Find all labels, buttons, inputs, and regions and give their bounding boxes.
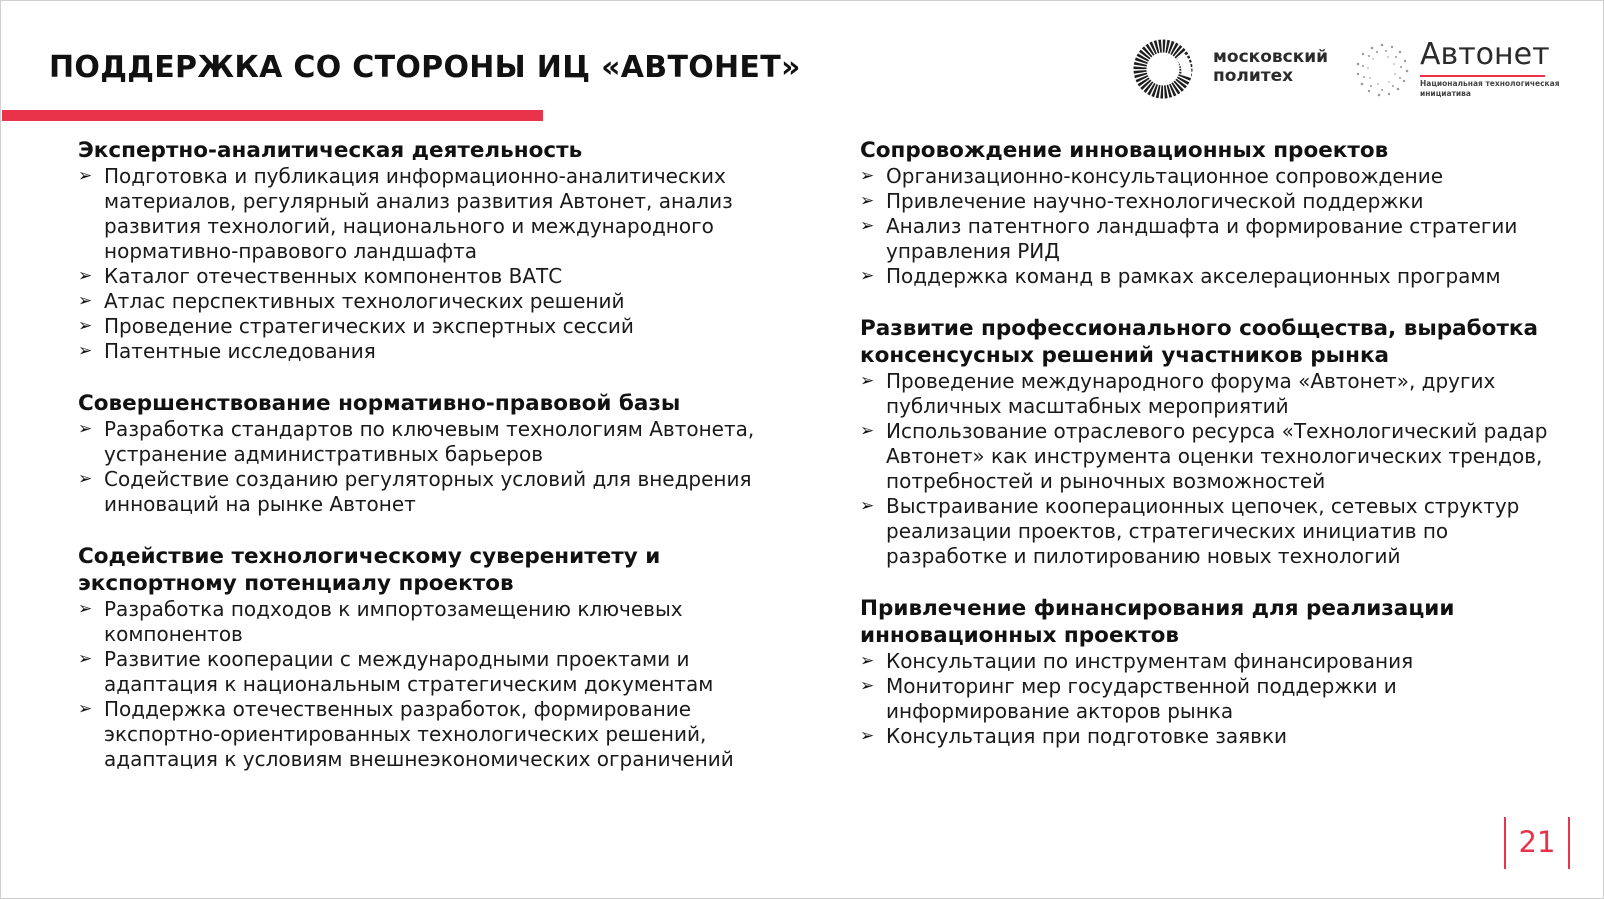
list-item-text: Консультации по инструментам финансирования xyxy=(886,649,1414,673)
mospolytech-line2: политех xyxy=(1213,66,1294,86)
arrow-bullet-icon: ➢ xyxy=(78,599,93,619)
ring-logo-icon xyxy=(1130,36,1196,102)
autonet-logo-underline xyxy=(1420,75,1545,77)
section xyxy=(78,543,768,772)
section-title: Развитие профессионального сообщества, выработка консенсусных решений участников рынка xyxy=(860,316,1539,368)
arrow-bullet-icon: ➢ xyxy=(78,166,93,186)
section xyxy=(78,390,768,517)
arrow-bullet-icon: ➢ xyxy=(78,419,93,439)
arrow-bullet-icon: ➢ xyxy=(78,291,93,311)
list-item-text: Проведение стратегических и экспертных сессий xyxy=(104,314,634,338)
list-item-text: Содействие созданию регуляторных условий для внедрения инноваций на рынке Автонет xyxy=(104,467,752,516)
list-item-text: Атлас перспективных технологических решений xyxy=(104,289,625,313)
list-item xyxy=(78,289,768,314)
list-item xyxy=(860,419,1560,494)
arrow-bullet-icon: ➢ xyxy=(78,341,93,361)
list-item xyxy=(860,724,1560,749)
section xyxy=(860,137,1560,289)
list-item xyxy=(860,264,1560,289)
list-item xyxy=(860,164,1560,189)
bullet-list xyxy=(860,649,1560,749)
right-column xyxy=(860,137,1560,775)
arrow-bullet-icon: ➢ xyxy=(78,469,93,489)
arrow-bullet-icon: ➢ xyxy=(860,191,875,211)
arrow-bullet-icon: ➢ xyxy=(78,649,93,669)
arrow-bullet-icon: ➢ xyxy=(860,216,875,236)
section xyxy=(860,315,1560,569)
autonet-logo-subtitle xyxy=(1420,79,1560,99)
arrow-bullet-icon: ➢ xyxy=(860,421,875,441)
slide-title: ПОДДЕРЖКА СО СТОРОНЫ ИЦ «АВТОНЕТ» xyxy=(49,50,801,85)
autonet-logo-name: Автонет xyxy=(1420,37,1550,72)
arrow-bullet-icon: ➢ xyxy=(78,266,93,286)
list-item-text: Поддержка команд в рамках акселерационных программ xyxy=(886,264,1501,288)
list-item xyxy=(860,189,1560,214)
arrow-bullet-icon: ➢ xyxy=(78,316,93,336)
section-title: Привлечение финансирования для реализации инновационных проектов xyxy=(860,596,1455,648)
list-item-text: Разработка стандартов по ключевым технологиям Автонета, устранение административных барьеров xyxy=(104,417,755,466)
list-item xyxy=(860,369,1560,419)
arrow-bullet-icon: ➢ xyxy=(860,496,875,516)
section xyxy=(860,595,1560,749)
list-item-text: Выстраивание кооперационных цепочек, сетевых структур реализации проектов, стратегических инициатив по разработке и пилотированию новых технологий xyxy=(886,494,1520,568)
bullet-list xyxy=(78,164,768,364)
list-item xyxy=(78,417,768,467)
list-item xyxy=(78,597,768,647)
arrow-bullet-icon: ➢ xyxy=(860,371,875,391)
list-item xyxy=(860,649,1560,674)
section-title: Содействие технологическому суверенитету и экспортному потенциалу проектов xyxy=(78,544,661,596)
list-item-text: Организационно-консультационное сопровождение xyxy=(886,164,1444,188)
section-title: Сопровождение инновационных проектов xyxy=(860,138,1389,163)
title-underline-bar xyxy=(2,110,543,121)
bullet-list xyxy=(860,369,1560,569)
list-item xyxy=(78,264,768,289)
list-item xyxy=(78,697,768,772)
arrow-bullet-icon: ➢ xyxy=(78,699,93,719)
arrow-bullet-icon: ➢ xyxy=(860,166,875,186)
list-item xyxy=(860,494,1560,569)
bullet-list xyxy=(78,417,768,517)
list-item-text: Консультация при подготовке заявки xyxy=(886,724,1288,748)
list-item-text: Мониторинг мер государственной поддержки и информирование акторов рынка xyxy=(886,674,1397,723)
autonet-subtitle-line1: Национальная технологическая xyxy=(1420,79,1560,88)
left-column xyxy=(78,137,768,798)
list-item xyxy=(78,467,768,517)
list-item xyxy=(78,314,768,339)
list-item-text: Поддержка отечественных разработок, формирование экспортно-ориентированных технологических решений, адаптация к условиям внешнеэкономических ограничений xyxy=(104,697,734,771)
list-item-text: Патентные исследования xyxy=(104,339,376,363)
autonet-subtitle-line2: инициатива xyxy=(1420,89,1471,98)
list-item-text: Подготовка и публикация информационно-аналитических материалов, регулярный анализ развития Автонет, анализ развития технологий, национального и международного нормативно-правового ландшафта xyxy=(104,164,733,263)
list-item xyxy=(860,214,1560,264)
list-item-text: Привлечение научно-технологической поддержки xyxy=(886,189,1424,213)
arrow-bullet-icon: ➢ xyxy=(860,651,875,671)
arrow-bullet-icon: ➢ xyxy=(860,266,875,286)
list-item-text: Разработка подходов к импортозамещению ключевых компонентов xyxy=(104,597,683,646)
list-item xyxy=(78,339,768,364)
mospolytech-line1: московский xyxy=(1213,47,1329,67)
list-item-text: Использование отраслевого ресурса «Технологический радар Автонет» как инструмента оценки технологических трендов, потребностей и рыночных возможностей xyxy=(886,419,1548,493)
arrow-bullet-icon: ➢ xyxy=(860,726,875,746)
list-item-text: Проведение международного форума «Автонет», других публичных масштабных мероприятий xyxy=(886,369,1496,418)
section xyxy=(78,137,768,364)
bullet-list xyxy=(78,597,768,772)
section-title: Совершенствование нормативно-правовой базы xyxy=(78,391,681,416)
list-item xyxy=(78,164,768,264)
arrow-bullet-icon: ➢ xyxy=(860,676,875,696)
page-number-box xyxy=(1504,817,1570,869)
list-item-text: Каталог отечественных компонентов ВАТС xyxy=(104,264,563,288)
partner-logos xyxy=(1130,36,1560,108)
mospolytech-logo-text xyxy=(1213,48,1328,86)
section-title: Экспертно-аналитическая деятельность xyxy=(78,138,583,163)
list-item xyxy=(78,647,768,697)
list-item xyxy=(860,674,1560,724)
list-item-text: Развитие кооперации с международными проектами и адаптация к национальным стратегическим документам xyxy=(104,647,714,696)
bullet-list xyxy=(860,164,1560,289)
dots-circle-logo-icon xyxy=(1352,40,1412,100)
page-number: 21 xyxy=(1518,825,1556,859)
list-item-text: Анализ патентного ландшафта и формирование стратегии управления РИД xyxy=(886,214,1518,263)
